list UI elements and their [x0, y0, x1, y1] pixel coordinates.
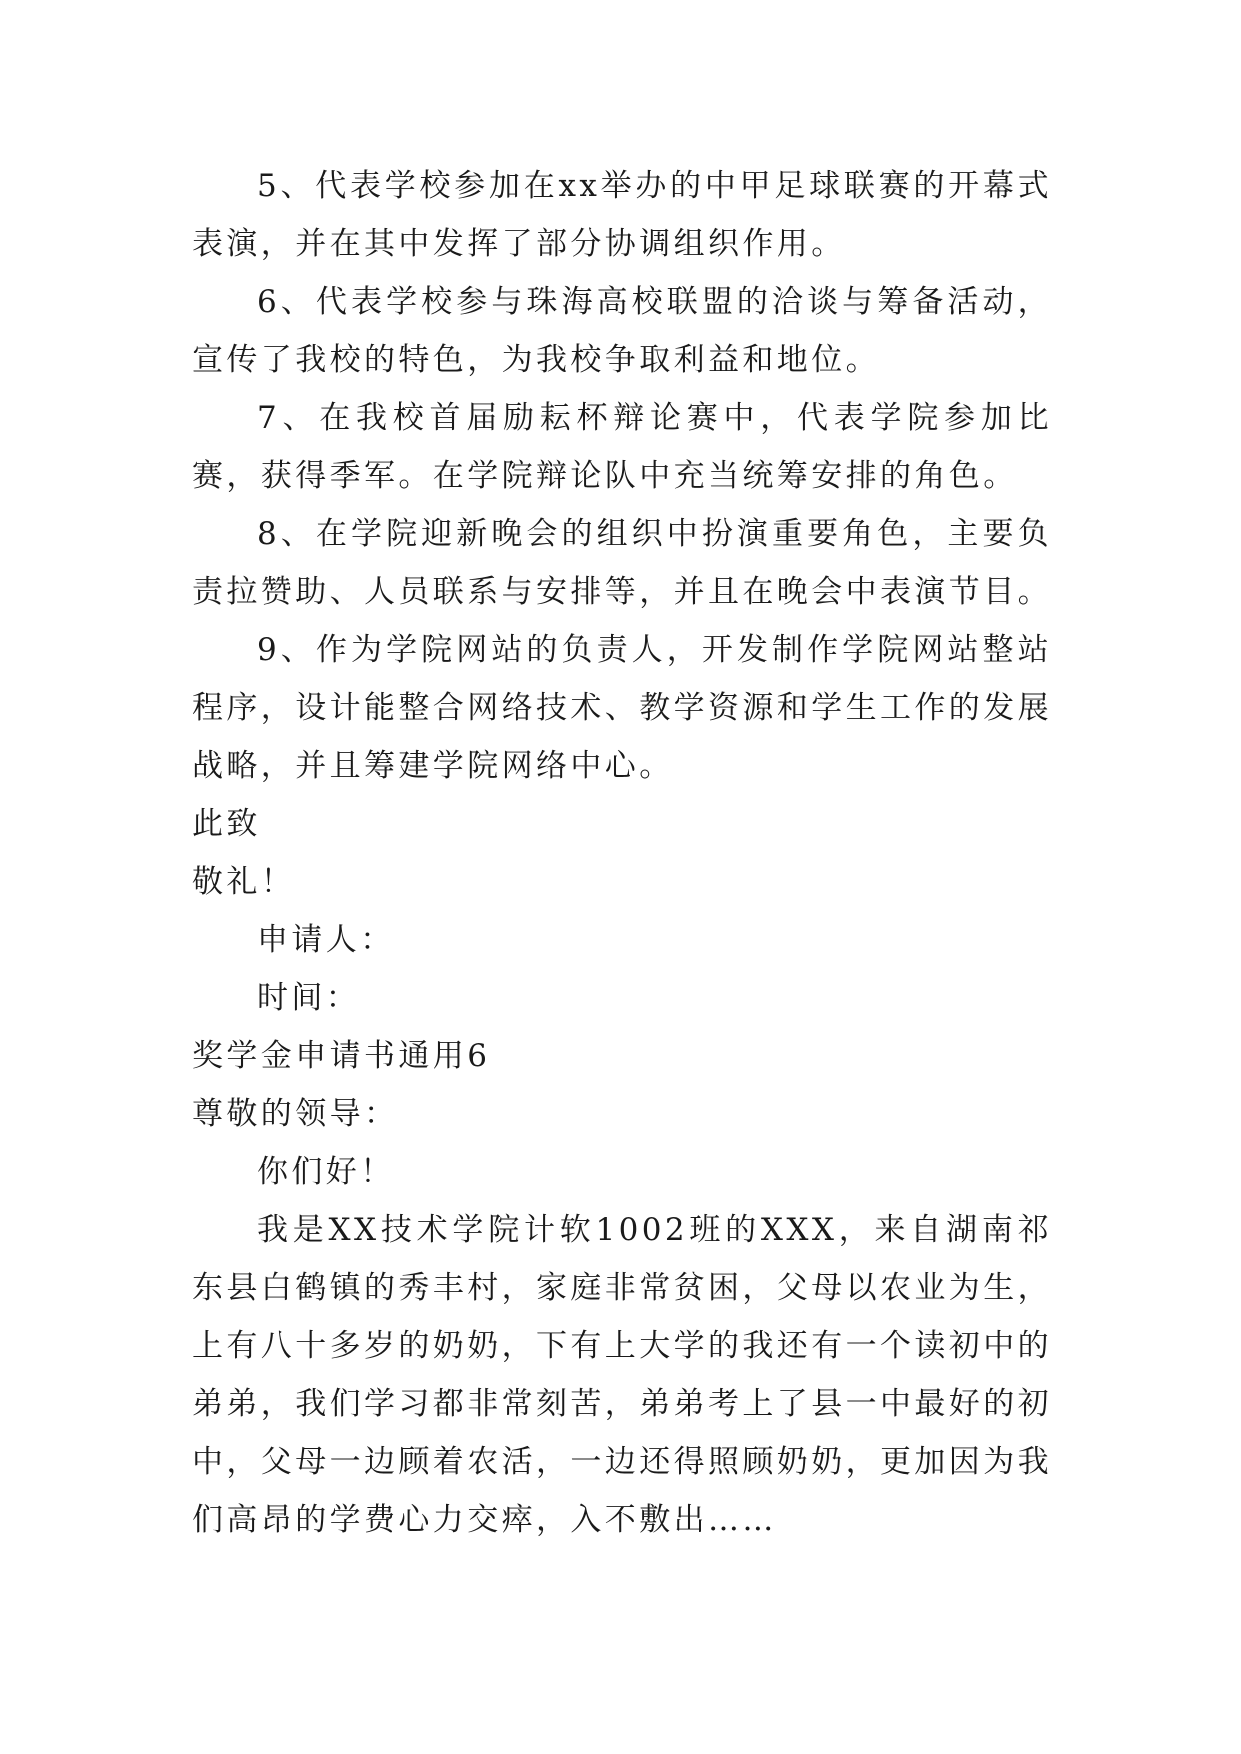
greeting: 你们好！ [257, 1154, 395, 1190]
salutation: 尊敬的领导： [192, 1096, 399, 1132]
applicant-label: 申请人： [257, 922, 395, 958]
list-item-8: 8、在学院迎新晚会的组织中扮演重要角色，主要负责拉赞助、人员联系与安排等，并且在晚会中表演节目。 [192, 516, 1052, 610]
closing-salute: 敬礼！ [192, 864, 296, 900]
list-item-7: 7、在我校首届励耘杯辩论赛中，代表学院参加比赛，获得季军。在学院辩论队中充当统筹安排的角色。 [192, 400, 1052, 494]
list-item-5: 5、代表学校参加在xx举办的中甲足球联赛的开幕式表演，并在其中发挥了部分协调组织作用。 [192, 168, 1052, 262]
document-body [192, 157, 1052, 1549]
body-paragraph: 我是XX技术学院计软1002班的XXX，来自湖南祁东县白鹤镇的秀丰村，家庭非常贫困，父母以农业为生，上有八十多岁的奶奶，下有上大学的我还有一个读初中的弟弟，我们学习都非常刻苦，弟弟考上了县一中最好的初中，父母一边顾着农活，一边还得照顾奶奶，更加因为我们高昂的学费心力交瘁，入不敷出…… [192, 1212, 1052, 1538]
time-label: 时间： [257, 980, 361, 1016]
list-item-6: 6、代表学校参与珠海高校联盟的洽谈与筹备活动，宣传了我校的特色，为我校争取利益和地位。 [192, 284, 1052, 378]
closing-phrase: 此致 [192, 806, 261, 842]
list-item-9: 9、作为学院网站的负责人，开发制作学院网站整站程序，设计能整合网络技术、教学资源和学生工作的发展战略，并且筹建学院网络中心。 [192, 632, 1052, 784]
section-title: 奖学金申请书通用6 [192, 1038, 491, 1074]
